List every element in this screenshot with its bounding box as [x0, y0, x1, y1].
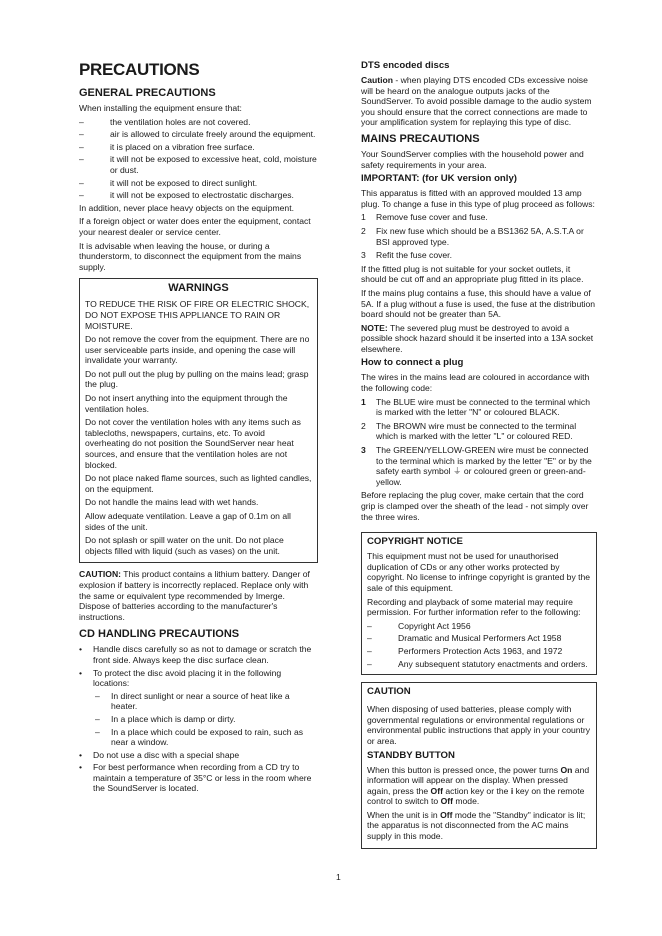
general-precautions-heading: GENERAL PRECAUTIONS [79, 87, 216, 99]
list-item: – the ventilation holes are not covered. [79, 116, 251, 127]
battery-caution: CAUTION: This product contains a lithium battery. Danger of explosion if battery is incorrectly replaced. Replace only with the same or equivalent type recommended by Imerge. Dispose of batteries according to the manufacturer's instructions. [79, 569, 310, 622]
general-list [79, 117, 318, 201]
warning-item: Do not cover the ventilation holes with any items such as tablecloths, newspapers, curtains, etc. To avoid overheating do not position the SoundServer near heat sources, and ensure that the ventilation holes are not blocked. [85, 417, 301, 470]
warnings-title: WARNINGS [168, 282, 229, 295]
list-item: – Any subsequent statutory enactments and orders. [367, 658, 588, 669]
left-column [79, 60, 318, 796]
fuse-step: 2 Fix new fuse which should be a BS1362 5A, A.S.T.A or BSI approved type. [361, 225, 584, 247]
page-number: 1 [336, 872, 341, 882]
connect-outro: Before replacing the plug cover, make certain that the cord grip is clamped over the sheath of the lead - not simply over the three wires. [361, 490, 589, 522]
list-item: – Copyright Act 1956 [367, 620, 471, 631]
note: NOTE: The severed plug must be destroyed to avoid a possible shock hazard should it be inserted into a 13A socket elsewhere. [361, 322, 594, 354]
fuse-para: If the mains plug contains a fuse, this should have a value of 5A. If a plug without a fuse is used, the fuse at the distribution board should not be greater than 5A. [361, 287, 596, 320]
warning-item: Do not place naked flame sources, such as lighted candles, on the equipment. [85, 473, 312, 494]
copyright-box [361, 532, 597, 675]
standby-para: When the unit is in Off mode the "Standby" indicator is lit; the apparatus is not disconnected from the AC mains supply in this mode. [367, 809, 586, 842]
list-item: – it will not be exposed to direct sunlight. [79, 177, 258, 188]
general-intro: When installing the equipment ensure that: [79, 103, 242, 113]
warning-item: Do not insert anything into the equipment through the ventilation holes. [85, 393, 288, 414]
caution-title: CAUTION [367, 686, 411, 698]
caution-text: When disposing of used batteries, please comply with governmental regulations or environmental regulations or environmental public instructions that apply in your country or area. [367, 704, 591, 746]
caution-box [361, 682, 597, 849]
copyright-para: This equipment must not be used for unauthorised duplication of CDs or any other works protected by copyright. No license to infringe copyright is granted by the sale of this equipment. [367, 551, 591, 593]
general-para: It is advisable when leaving the house, or during a thunderstorm, to disconnect the equipment from the mains supply. [79, 240, 302, 272]
wire-item: 3 The GREEN/YELLOW-GREEN wire must be connected to the terminal which is marked by the letter "E" or by the safety earth symbol ⏚ or coloured green or green-and-yellow. [361, 445, 592, 487]
warning-item: Do not pull out the plug by pulling on the mains lead; grasp the plug. [85, 368, 309, 390]
general-para: In addition, never place heavy objects on the equipment. [79, 202, 294, 213]
cd-handling-heading: CD HANDLING PRECAUTIONS [79, 628, 240, 641]
dts-caution: Caution - when playing DTS encoded CDs excessive noise will be heard on the analogue outputs jacks of the SoundServer. To avoid possible damage to the audio system you should ensure that the correct connections are made to your amplification system for replaying this type of disc. [361, 75, 592, 128]
list-item: – it will not be exposed to excessive heat, cold, moisture or dust. [79, 154, 317, 175]
warning-item: Do not remove the cover from the equipment. There are no user serviceable parts inside, and opening the case will invalidate your warranty. [85, 334, 310, 366]
warning-item: Do not splash or spill water on the unit. Do not place objects filled with liquid (such as vases) on the unit. [85, 535, 284, 556]
sub-item: – In direct sunlight or near a source of heat like a heater. [95, 690, 290, 712]
warning-item: TO REDUCE THE RISK OF FIRE OR ELECTRIC SHOCK, DO NOT EXPOSE THIS APPLIANCE TO RAIN OR MOISTURE. [85, 299, 310, 331]
dts-heading: DTS encoded discs [361, 60, 450, 71]
copyright-title: COPYRIGHT NOTICE [367, 536, 463, 548]
page-title: PRECAUTIONS [79, 60, 200, 79]
connect-heading: How to connect a plug [361, 357, 464, 369]
warning-item: Do not handle the mains lead with wet hands. [85, 497, 259, 508]
fuse-para: If the fitted plug is not suitable for your socket outlets, it should be cut off and an appropriate plug fitted in its place. [361, 263, 584, 285]
list-item: – Dramatic and Musical Performers Act 1958 [367, 633, 562, 644]
connect-intro: The wires in the mains lead are coloured in accordance with the following code: [361, 372, 590, 394]
bullet-item: • To protect the disc avoid placing it in the following locations: [79, 667, 282, 689]
sub-item: – In a place which could be exposed to rain, such as near a window. [95, 726, 304, 748]
list-item: – Performers Protection Acts 1963, and 1972 [367, 645, 563, 656]
bullet-item: • Do not use a disc with a special shape [79, 749, 240, 760]
bullet-item: • For best performance when recording from a CD try to maintain a temperature of 35°C or less in the room where the SoundServer is located. [79, 762, 312, 794]
fuse-step: 1 Remove fuse cover and fuse. [361, 212, 488, 223]
standby-title: STANDBY BUTTON [367, 749, 455, 761]
mains-text: Your SoundServer complies with the household power and safety requirements in your area. [361, 148, 584, 170]
copyright-para: Recording and playback of some material may require permission. For further information refer to the following: [367, 596, 581, 618]
general-para: If a foreign object or water does enter the equipment, contact your nearest dealer or service center. [79, 216, 311, 237]
warning-item: Allow adequate ventilation. Leave a gap of 0.1m on all sides of the unit. [85, 511, 291, 532]
wire-item: 1 The BLUE wire must be connected to the terminal which is marked with the letter "N" or coloured BLACK. [361, 396, 590, 418]
sub-item: – In a place which is damp or dirty. [95, 713, 236, 724]
right-column [361, 60, 597, 849]
list-item: – it is placed on a vibration free surface. [79, 141, 255, 152]
important-text: This apparatus is fitted with an approved moulded 13 amp plug. To change a fuse in this type of plug proceed as follows: [361, 188, 595, 209]
mains-heading: MAINS PRECAUTIONS [361, 132, 480, 145]
fuse-step: 3 Refit the fuse cover. [361, 250, 452, 261]
warnings-box [79, 278, 318, 563]
bullet-item: • Handle discs carefully so as not to damage or scratch the front side. Always keep the disc surface clean. [79, 644, 312, 665]
wire-item: 2 The BROWN wire must be connected to the terminal which is marked with the letter "L" or coloured RED. [361, 420, 577, 442]
standby-para: When this button is pressed once, the power turns On and information will appear on the display. When pressed again, press the Off action key or the i key on the remote control to switch to Off mode. [367, 764, 590, 807]
list-item: – it will not be exposed to electrostatic discharges. [79, 190, 294, 201]
important-heading: IMPORTANT: (for UK version only) [361, 173, 517, 185]
list-item: – air is allowed to circulate freely around the equipment. [79, 129, 316, 140]
